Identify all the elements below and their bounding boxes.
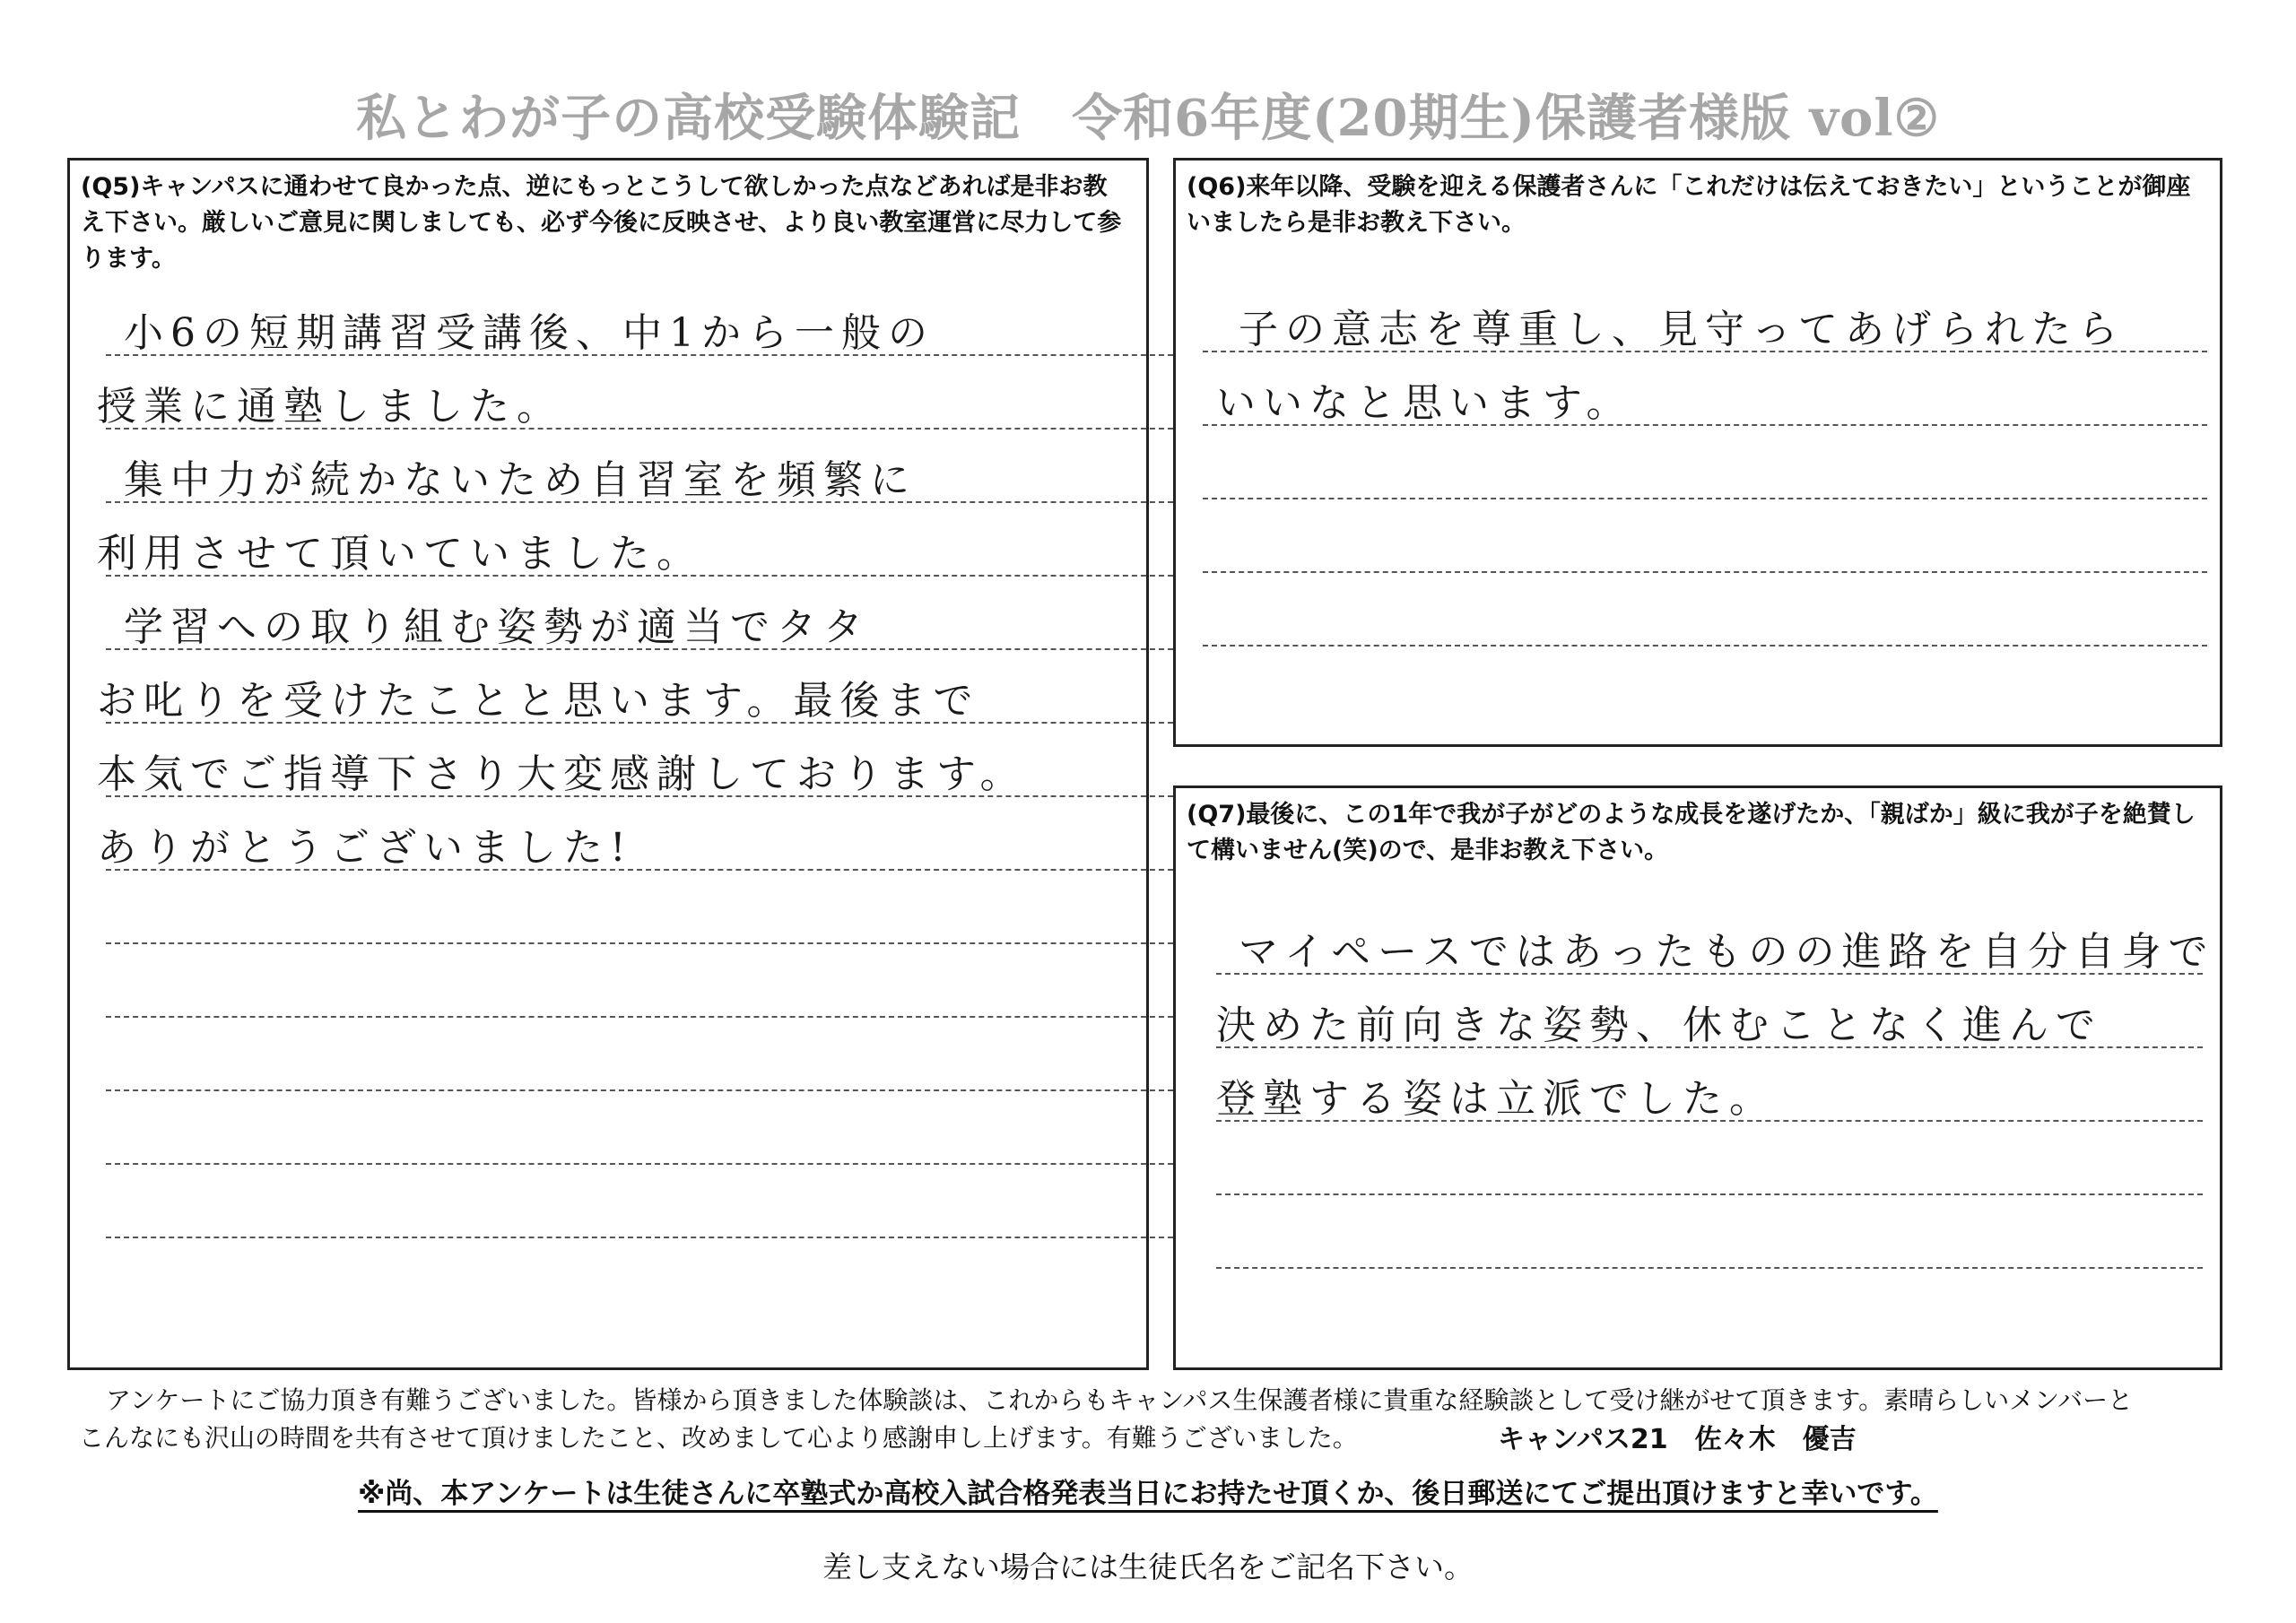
submission-notice: [0, 1471, 2296, 1511]
q5-answer-line: 授業に通塾しました。: [97, 384, 563, 430]
q7-answer-rule: [1216, 1267, 2203, 1269]
q6-answer-line: 子の意志を尊重し、見守ってあげられたら: [1239, 307, 2125, 352]
q5-answer-line: ありがとうございました!: [97, 825, 633, 871]
page-title: 私とわが子の高校受験体験記 令和6年度(20期生)保護者様版 vol②: [356, 89, 1940, 148]
submission-notice-text: ※尚、本アンケートは生徒さんに卒塾式か高校入試合格発表当日にお持たせ頂くか、後日郵送にてご提出頂けますと幸いです。: [358, 1478, 1938, 1510]
q5-answer-rule: [106, 1237, 1173, 1238]
q7-section: [1173, 785, 2222, 1370]
q5-answer-line: 利用させて頂いていました。: [97, 531, 703, 577]
q7-answer-line: 決めた前向きな姿勢、休むことなく進んで: [1216, 1002, 2102, 1048]
q5-answer-line: 本気でご指導下さり大変感謝しております。: [97, 751, 1027, 797]
q5-answer-line: お叱りを受けたことと思います。最後まで: [97, 678, 980, 724]
q6-question: (Q6)来年以降、受験を迎える保護者さんに「これだけは伝えておきたい」ということが御座いましたら是非お教え下さい。: [1187, 173, 2191, 237]
footer-thanks-line-1: アンケートにご協力頂き有難うございました。皆様から頂きました体験談は、これからもキャンパス生保護者様に貴重な経験談として受け継がせて頂きます。素晴らしいメンバーと: [106, 1385, 2134, 1415]
q5-question: (Q5)キャンパスに通わせて良かった点、逆にもっとこうして欲しかった点などあれば是非お教え下さい。厳しいご意見に関しましても、必ず今後に反映させ、より良い教室運営に尽力して参ります。: [81, 173, 1122, 273]
q5-answer-rule: [106, 942, 1173, 944]
q6-answer-rule: [1203, 498, 2207, 499]
q5-answer-rule: [106, 1016, 1173, 1018]
footer-thanks-line-2: こんなにも沢山の時間を共有させて頂けましたこと、改めまして心より感謝申し上げます。有難うございました。: [79, 1423, 1358, 1453]
signature: キャンパス21 佐々木 優吉: [1498, 1424, 1857, 1455]
q7-answer-line: 登塾する姿は立派でした。: [1216, 1076, 1776, 1122]
q6-answer-rule: [1203, 571, 2207, 573]
q7-answer-rule: [1216, 1193, 2203, 1195]
q7-question: (Q7)最後に、この1年で我が子がどのような成長を遂げたか、「親ばか」級に我が子を絶賛して構いません(笑)ので、是非お教え下さい。: [1187, 801, 2196, 864]
q5-answer-rule: [106, 1089, 1173, 1091]
q7-answer-line: マイペースではあったものの進路を自分自身で: [1239, 929, 2215, 975]
q5-section: [67, 158, 1149, 1370]
q5-answer-line: 集中力が続かないため自習室を頻繁に: [124, 457, 917, 503]
student-name-prompt: 差し支えない場合には生徒氏名をご記名下さい。: [822, 1549, 1474, 1584]
q5-answer-line: 学習への取り組む姿勢が適当でタタ: [124, 604, 870, 650]
q6-answer-rule: [1203, 645, 2207, 647]
q6-answer-line: いいなと思います。: [1216, 380, 1633, 426]
q5-answer-rule: [106, 1163, 1173, 1165]
q6-section: [1173, 158, 2222, 747]
q5-answer-line: 小6の短期講習受講後、中1から一般の: [124, 310, 935, 356]
